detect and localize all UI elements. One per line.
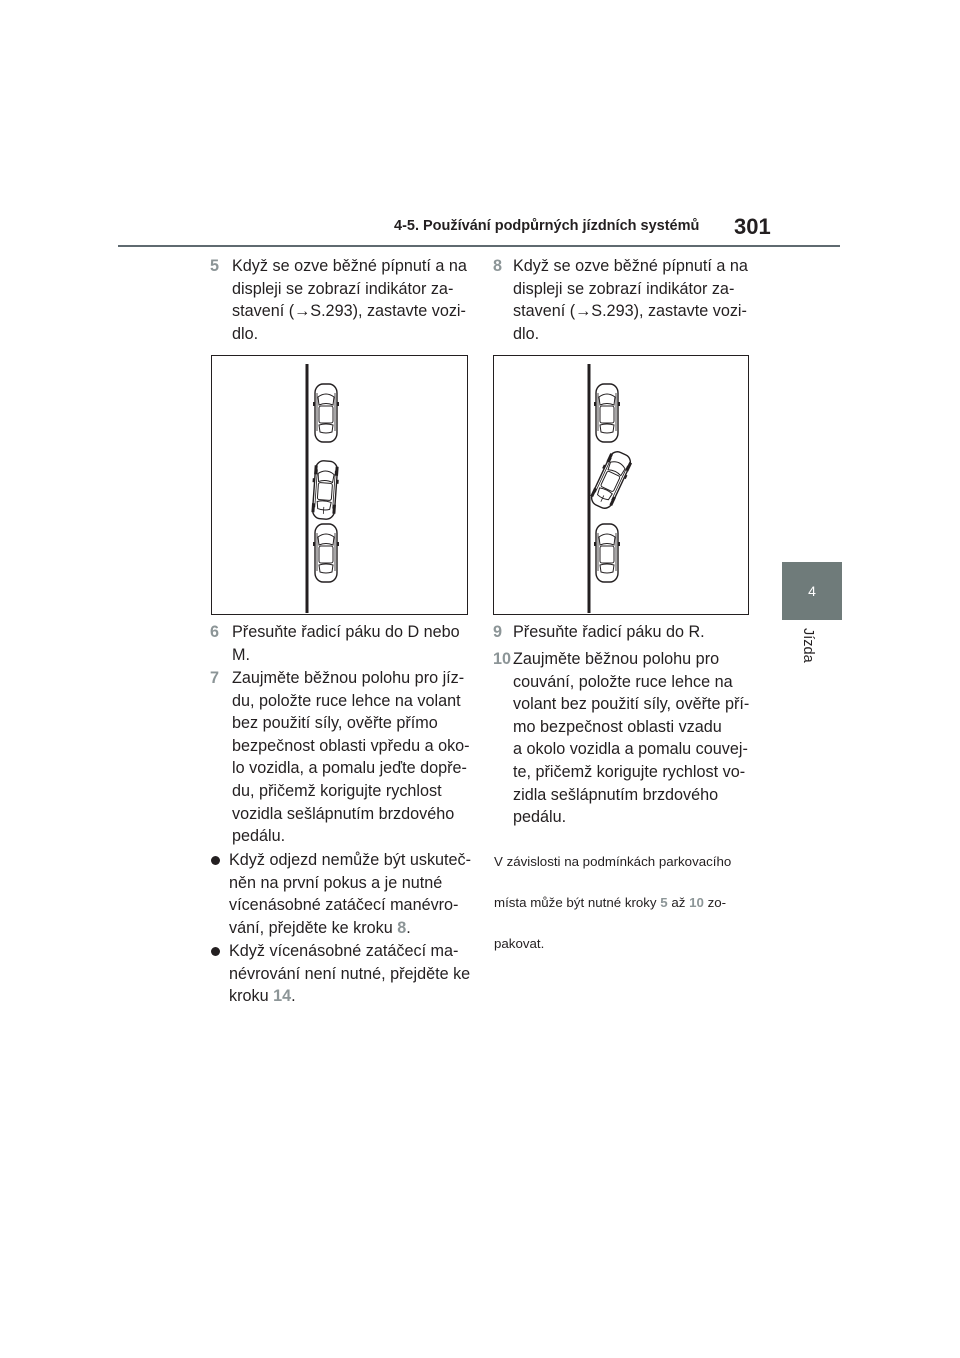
bullet-text bbox=[229, 940, 470, 1008]
bullet-text-line: Když vícenásobné zatáčecí ma- bbox=[229, 942, 459, 960]
bullet-text-line: vícenásobné zatáčecí manévro- bbox=[229, 896, 459, 915]
bullet-dot bbox=[211, 947, 220, 956]
bullet-text-line: névrování není nutné, přejděte ke bbox=[229, 964, 471, 983]
step-text-line: displeji se zobrazí indikátor za- bbox=[232, 279, 454, 298]
step-text-line: bez použití síly, ověřte přímo bbox=[232, 714, 438, 733]
note-line: pakovat. bbox=[494, 935, 545, 951]
step-text-line: Zaujměte běžnou polohu pro bbox=[513, 650, 720, 668]
step-text-line: Přesuňte řadicí páku do R. bbox=[513, 623, 705, 641]
bullet-text bbox=[229, 849, 471, 939]
step-text-line: pedálu. bbox=[232, 827, 286, 846]
step-text-line: stavení (→S.293), zastavte vozi- bbox=[513, 302, 747, 321]
note-text: zo- bbox=[703, 894, 727, 910]
note-text: až bbox=[667, 894, 690, 910]
step-5 bbox=[210, 255, 480, 347]
step-text-line: couvání, položte ruce lehce na bbox=[513, 672, 733, 691]
page-number: 301 bbox=[734, 214, 771, 239]
note-line bbox=[494, 896, 764, 910]
step-text-line: bezpečnost oblasti vpředu a oko- bbox=[232, 736, 470, 755]
step-reference: 5 bbox=[660, 894, 668, 910]
bullet-text-line: kroku bbox=[229, 987, 274, 1006]
header-divider bbox=[118, 245, 840, 247]
parked-car-icon bbox=[313, 384, 339, 442]
own-car-with-wheels-icon bbox=[587, 448, 635, 512]
step-9 bbox=[493, 621, 763, 644]
step-number: 6 bbox=[210, 623, 220, 641]
step-text-line: Když se ozve běžné pípnutí a na bbox=[232, 257, 467, 275]
bullet-text-line: vání, přejděte ke kroku bbox=[229, 918, 398, 937]
step-text-line: Když se ozve běžné pípnutí a na bbox=[513, 257, 748, 275]
chapter-tab bbox=[782, 562, 842, 620]
step-reference: 14 bbox=[273, 987, 292, 1006]
step-text-line: du, položte ruce lehce na volant bbox=[232, 691, 461, 710]
step-text-line: lo vozidla, a pomalu jeďte dopře- bbox=[232, 759, 467, 778]
chapter-number: 4 bbox=[808, 583, 816, 599]
parking-diagram bbox=[494, 356, 748, 614]
step-6 bbox=[210, 621, 480, 667]
bullet-multiple-maneuvers bbox=[211, 849, 481, 941]
step-number: 8 bbox=[493, 257, 503, 275]
bullet-text-line: Když odjezd nemůže být uskuteč- bbox=[229, 851, 472, 869]
step-text-line: mo bezpečnost oblasti vzadu bbox=[513, 717, 722, 736]
parking-figure-forward bbox=[211, 355, 468, 615]
bullet-text-line: něn na první pokus a je nutné bbox=[229, 873, 443, 892]
punctuation: . bbox=[406, 918, 411, 937]
own-car-with-wheels-icon bbox=[310, 460, 340, 520]
step-text-line: dlo. bbox=[232, 324, 259, 343]
step-text-line: dlo. bbox=[513, 324, 540, 343]
step-number: 7 bbox=[210, 669, 220, 687]
step-text-line: stavení (→S.293), zastavte vozi- bbox=[232, 302, 466, 321]
step-text-line: Přesuňte řadicí páku do D nebo bbox=[232, 623, 460, 641]
bullet-no-maneuvers bbox=[211, 940, 481, 1010]
step-text-line: a okolo vozidla a pomalu couvej- bbox=[513, 740, 748, 759]
step-text-line: vozidla sešlápnutím brzdového bbox=[232, 804, 455, 823]
step-text-line: pedálu. bbox=[513, 808, 567, 827]
parking-diagram bbox=[212, 356, 467, 614]
parked-car-icon bbox=[594, 524, 620, 582]
parking-figure-reverse bbox=[493, 355, 749, 615]
parked-car-icon bbox=[594, 384, 620, 442]
section-title: 4-5. Používání podpůrných jízdních systémů bbox=[394, 218, 700, 234]
step-number: 5 bbox=[210, 257, 220, 275]
repeat-note bbox=[494, 828, 764, 964]
step-text-line: du, přičemž korigujte rychlost bbox=[232, 782, 442, 800]
punctuation: . bbox=[291, 987, 296, 1006]
step-number: 10 bbox=[493, 650, 512, 668]
step-text-line: displeji se zobrazí indikátor za- bbox=[513, 279, 735, 298]
step-7 bbox=[210, 667, 480, 849]
parked-car-icon bbox=[313, 524, 339, 582]
step-8 bbox=[493, 255, 763, 347]
chapter-label-box bbox=[778, 628, 838, 688]
step-text-line: Zaujměte běžnou polohu pro jíz- bbox=[232, 669, 465, 687]
step-number: 9 bbox=[493, 623, 503, 641]
step-reference: 8 bbox=[397, 918, 407, 937]
bullet-dot bbox=[211, 856, 220, 865]
step-10 bbox=[493, 648, 768, 830]
step-text-line: te, přičemž korigujte rychlost vo- bbox=[513, 763, 746, 781]
step-text-line: volant bez použití síly, ověřte pří- bbox=[513, 695, 750, 714]
chapter-label: Jízda bbox=[800, 628, 816, 663]
step-text-line: M. bbox=[232, 645, 250, 664]
step-reference: 10 bbox=[689, 894, 704, 910]
step-text-line: zidla sešlápnutím brzdového bbox=[513, 785, 719, 804]
note-line: V závislosti na podmínkách parkovacího bbox=[494, 854, 732, 870]
note-text: místa může být nutné kroky bbox=[494, 894, 661, 910]
